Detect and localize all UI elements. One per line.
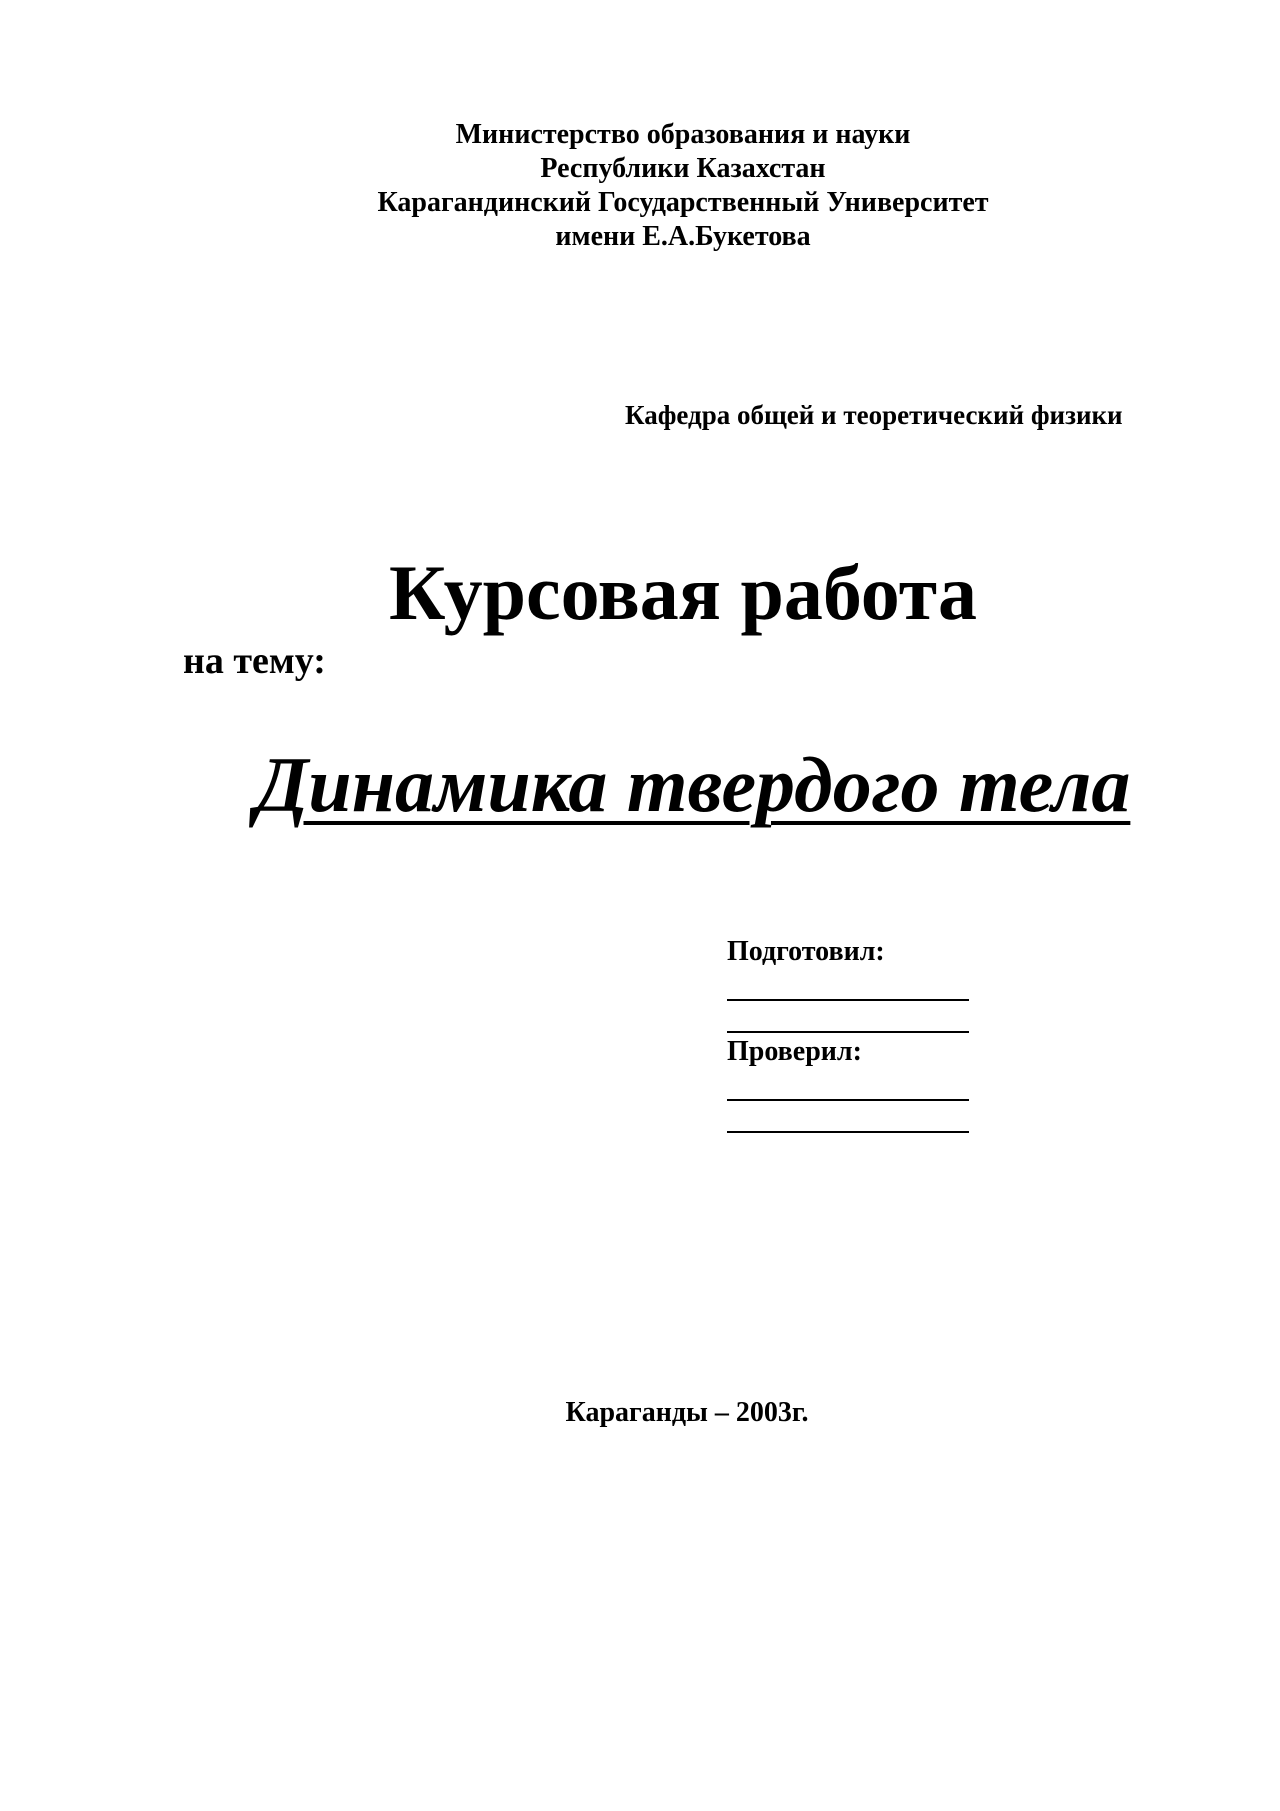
university-line: Карагандинский Государственный Университет — [377, 187, 989, 218]
ministry-line-1: Министерство образования и науки — [455, 119, 911, 150]
signature-block — [727, 935, 987, 1133]
prepared-by-line-1 — [727, 969, 969, 1001]
prepared-by-line-2 — [727, 1001, 969, 1033]
university-namesake-line: имени Е.А.Букетова — [555, 221, 811, 252]
ministry-line-2: Республики Казахстан — [540, 153, 826, 184]
topic-label: на тему: — [183, 640, 326, 682]
document-type-title: Курсовая работа — [388, 549, 978, 636]
institution-header — [0, 118, 1280, 254]
topic-title: Динамика твердого тела — [255, 741, 1131, 828]
prepared-by-label: Подготовил: — [727, 936, 885, 967]
checked-by-line-2 — [727, 1101, 969, 1133]
checked-by-label: Проверил: — [727, 1036, 862, 1067]
department-name: Кафедра общей и теоретический физики — [625, 400, 1123, 430]
city-year: Караганды – 2003г. — [565, 1397, 809, 1428]
checked-by-line-1 — [727, 1069, 969, 1101]
